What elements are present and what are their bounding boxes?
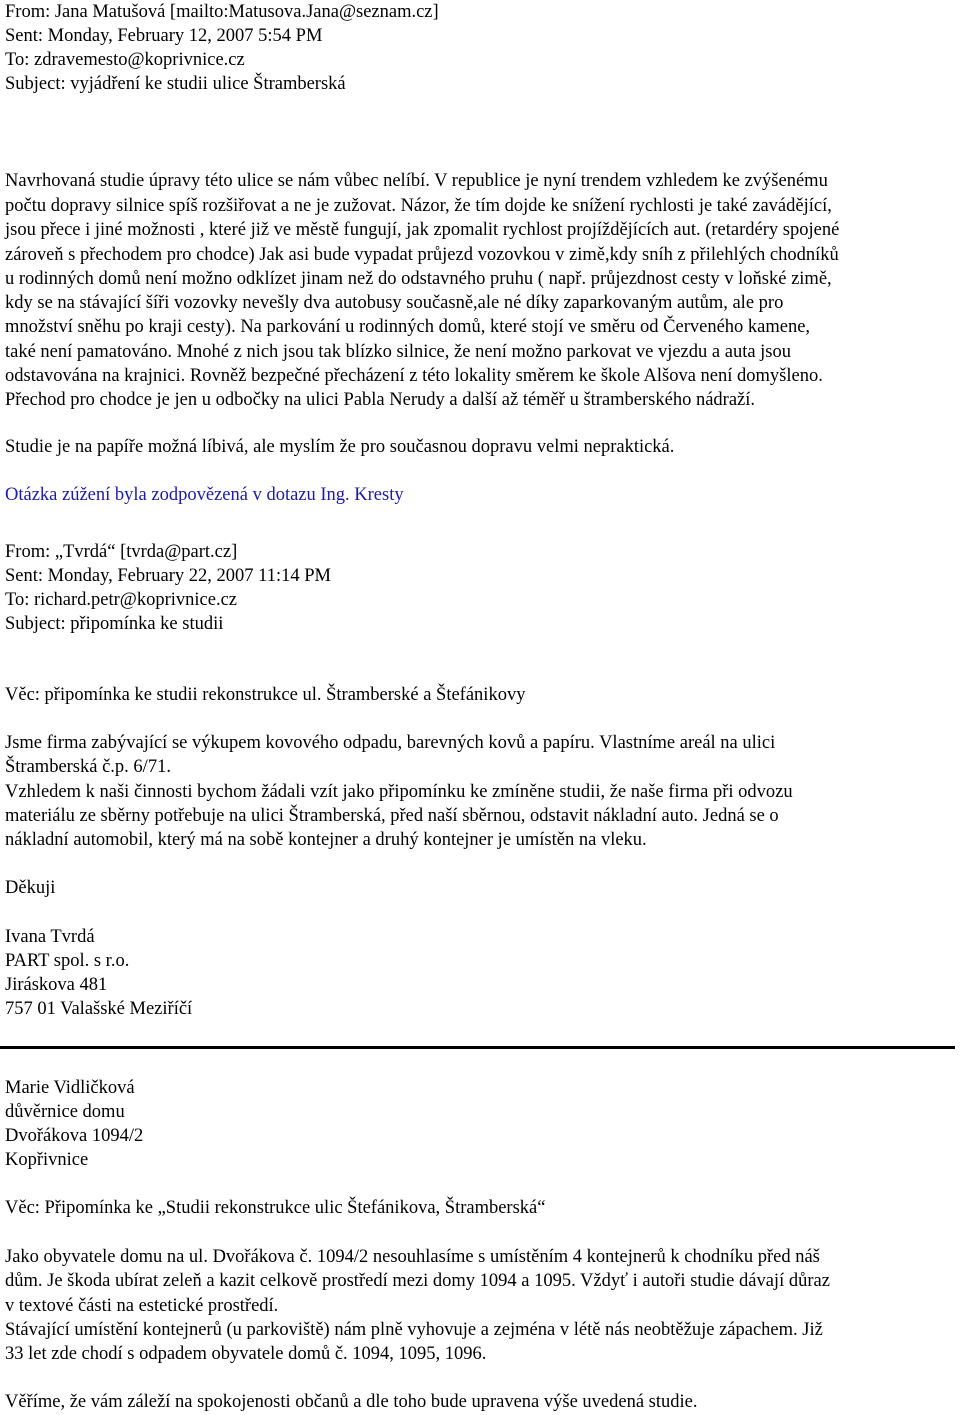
email2-signature-company: PART spol. s r.o. (5, 951, 130, 971)
letter3-vec: Věc: Připomínka ke „Studii rekonstrukce ulic Štefánikova, Štramberská“ (5, 1198, 546, 1218)
email1-body-line: jsou přece i jiné možnosti , které již ve městě fungují, jak zpomalit rychlost projíždějících aut. (retardéry spojené (5, 220, 840, 240)
email2-subject: Subject: připomínka ke studii (5, 614, 224, 634)
email2-body-line: Vzhledem k naši činnosti bychom žádali vzít jako připomínku ke zmíněne studii, že naše firma při odvozu (5, 782, 793, 802)
letter3-body-line: Stávající umístění kontejnerů (u parkoviště) nám plně vyhovuje a zejména v létě nás neobtěžuje zápachem. Již (5, 1320, 823, 1340)
email2-body-line: Štramberská č.p. 6/71. (5, 757, 171, 777)
letter3-body-line: 33 let zde chodí s odpadem obyvatele domů č. 1094, 1095, 1096. (5, 1344, 487, 1364)
email2-to: To: richard.petr@koprivnice.cz (5, 590, 237, 610)
email1-subject: Subject: vyjádření ke studii ulice Štramberská (5, 74, 346, 94)
letter3-sender-city: Kopřivnice (5, 1150, 89, 1170)
letter3-sender-role: důvěrnice domu (5, 1102, 125, 1122)
email2-body-line: nákladní automobil, který má na sobě kontejner a druhý kontejner je umístěn na vleku. (5, 830, 647, 850)
section-divider (0, 1046, 955, 1049)
email1-body-line: množství sněhu po kraji cesty). Na parkování u rodinných domů, které stojí ve směru od Červeného kamene, (5, 317, 811, 337)
email1-body-line: Přechod pro chodce je jen u odbočky na ulici Pabla Nerudy a další až téměř u štramberského nádraží. (5, 390, 756, 410)
email1-body-line: kdy se na stávající šíři vozovky nevešly dva autobusy současně,ale né díky zaparkovaným autům, ale pro (5, 293, 784, 313)
email2-signature-street: Jiráskova 481 (5, 975, 108, 995)
email1-to: To: zdravemesto@koprivnice.cz (5, 50, 245, 70)
letter3-body-line: v textové části na estetické prostředí. (5, 1296, 279, 1316)
email1-sent: Sent: Monday, February 12, 2007 5:54 PM (5, 26, 323, 46)
email1-response: Otázka zúžení byla zodpovězená v dotazu Ing. Kresty (5, 485, 404, 505)
email2-thanks: Děkuji (5, 878, 56, 898)
email1-body-line: počtu dopravy silnice spíš rozšiřovat a ne je zužovat. Názor, že tím dojde ke snížení rychlosti je také zavádějící, (5, 196, 832, 216)
letter3-closing: Věříme, že vám záleží na spokojenosti občanů a dle toho bude upravena výše uvedená studie. (5, 1392, 698, 1412)
email1-body-line: Navrhovaná studie úpravy této ulice se nám vůbec nelíbí. V republice je nyní trendem vzhledem ke zvýšenému (5, 171, 828, 191)
letter3-sender-name: Marie Vidličková (5, 1078, 135, 1098)
email1-body-line: také není pamatováno. Mnohé z nich jsou tak blízko silnice, že není možno parkovat ve vjezdu a auta jsou (5, 342, 792, 362)
email2-vec: Věc: připomínka ke studii rekonstrukce ul. Štramberské a Štefánikovy (5, 685, 526, 705)
email1-body-line: u rodinných domů není možno odklízet jinam než do odstavného pruhu ( např. průjezdnost cesty v loňské zimě, (5, 269, 832, 289)
email2-body-line: Jsme firma zabývající se výkupem kovového odpadu, barevných kovů a papíru. Vlastníme areál na ulici (5, 733, 776, 753)
email1-body-line: zároveň s přechodem pro chodce) Jak asi bude vypadat průjezd vozovkou v zimě,kdy sníh z přilehlých chodníků (5, 245, 839, 265)
letter3-body-line: Jako obyvatele domu na ul. Dvořákova č. 1094/2 nesouhlasíme s umístěním 4 kontejnerů k chodníku před náš (5, 1247, 820, 1267)
email2-signature-city: 757 01 Valašské Meziříčí (5, 999, 193, 1019)
email1-from: From: Jana Matušová [mailto:Matusova.Jana@seznam.cz] (5, 2, 439, 22)
letter3-sender-street: Dvořákova 1094/2 (5, 1126, 144, 1146)
email2-signature-name: Ivana Tvrdá (5, 927, 95, 947)
email2-sent: Sent: Monday, February 22, 2007 11:14 PM (5, 566, 331, 586)
letter3-body-line: dům. Je škoda ubírat zeleň a kazit celkově prostředí mezi domy 1094 a 1095. Vždyť i autoři studie dávají důraz (5, 1271, 830, 1291)
email1-closing: Studie je na papíře možná líbivá, ale myslím že pro současnou dopravu velmi nepraktická. (5, 437, 675, 457)
email2-from: From: „Tvrdá“ [tvrda@part.cz] (5, 542, 238, 562)
email1-body-line: odstavována na krajnici. Rovněž bezpečné přecházení z této lokality směrem ke škole Alšova není domyšleno. (5, 366, 823, 386)
email2-body-line: materiálu ze sběrny potřebuje na ulici Štramberská, před naší sběrnou, odstavit nákladní auto. Jedná se o (5, 806, 779, 826)
